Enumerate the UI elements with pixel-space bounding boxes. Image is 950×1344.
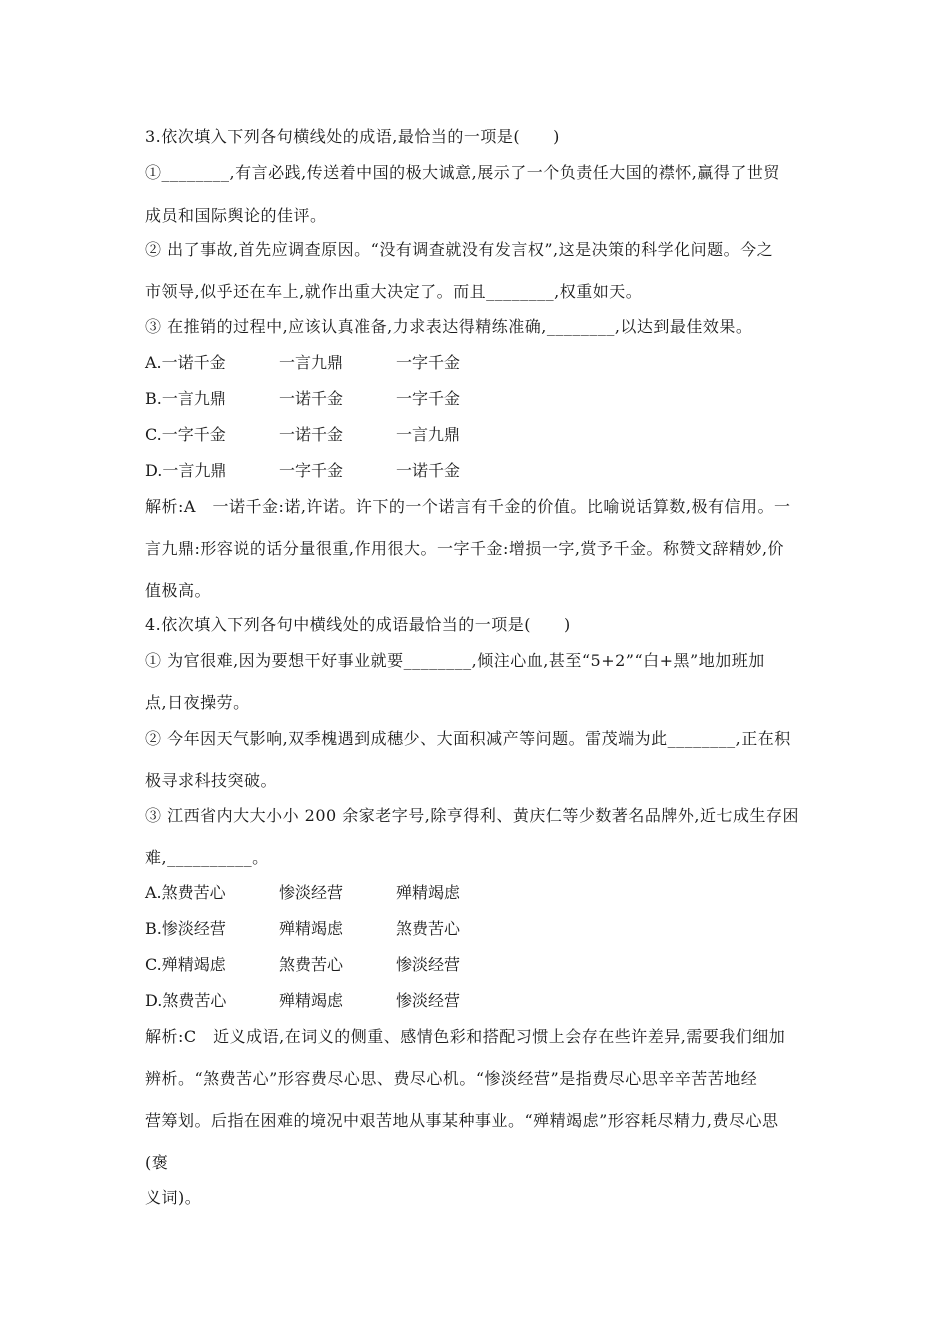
q3-sentence-1: ①________,有言必践,传送着中国的极大诚意,展示了一个负责任大国的襟怀,赢得了世贸	[145, 163, 780, 182]
q4-sentence-1: ① 为官很难,因为要想干好事业就要________,倾注心血,甚至“5+2”“白+黑”地加班加	[145, 651, 765, 670]
q4-explanation-1: 解析:C 近义成语,在词义的侧重、感情色彩和搭配习惯上会存在些许差异,需要我们细加	[145, 1027, 786, 1046]
q3-sentence-2: ② 出了事故,首先应调查原因。“没有调查就没有发言权”,这是决策的科学化问题。今之	[145, 240, 774, 259]
option-word: 殚精竭虑	[279, 919, 344, 938]
q4-explanation-5: 义词)。	[145, 1188, 202, 1207]
option-word: 一字千金	[279, 461, 344, 480]
option-word: 一诺千金	[396, 461, 461, 480]
option-word: 煞费苦心	[396, 919, 461, 938]
option-word: A.煞费苦心	[145, 883, 226, 902]
option-word: B.一言九鼎	[145, 389, 226, 408]
option-word: 一字千金	[396, 353, 461, 372]
option-word: 惨淡经营	[396, 955, 461, 974]
q3-explanation-2: 言九鼎:形容说的话分量很重,作用很大。一字千金:增损一字,赏予千金。称赞文辞精妙,价	[145, 539, 785, 558]
q3-sentence-2-cont: 市领导,似乎还在车上,就作出重大决定了。而且________,权重如天。	[145, 282, 643, 301]
option-word: A.一诺千金	[145, 353, 226, 372]
question-4-stem: 4.依次填入下列各句中横线处的成语最恰当的一项是( )	[145, 615, 571, 634]
option-word: D.一言九鼎	[145, 461, 227, 480]
option-word: B.惨淡经营	[145, 919, 226, 938]
q4-sentence-2: ② 今年因天气影响,双季槐遇到成穗少、大面积减产等问题。雷茂端为此________,正在积	[145, 729, 791, 748]
q4-explanation-3: 营筹划。后指在困难的境况中艰苦地从事某种事业。“殚精竭虑”形容耗尽精力,费尽心思	[145, 1111, 779, 1130]
q4-explanation-2: 辨析。“煞费苦心”形容费尽心思、费尽心机。“惨淡经营”是指费尽心思辛辛苦苦地经	[145, 1069, 758, 1088]
q3-explanation-1: 解析:A 一诺千金:诺,许诺。许下的一个诺言有千金的价值。比喻说话算数,极有信用。一	[145, 497, 791, 516]
q3-sentence-1-cont: 成员和国际舆论的佳评。	[145, 206, 327, 225]
question-3-stem: 3.依次填入下列各句横线处的成语,最恰当的一项是( )	[145, 127, 560, 146]
option-word: D.煞费苦心	[145, 991, 227, 1010]
q4-sentence-3: ③ 江西省内大大小小 200 余家老字号,除亨得利、黄庆仁等少数著名品牌外,近七成生存困	[145, 806, 799, 825]
option-word: 殚精竭虑	[279, 991, 344, 1010]
q4-sentence-3-cont: 难,__________。	[145, 848, 269, 867]
option-word: 惨淡经营	[279, 883, 344, 902]
q3-explanation-3: 值极高。	[145, 581, 212, 600]
option-word: 一字千金	[396, 389, 461, 408]
option-word: C.殚精竭虑	[145, 955, 226, 974]
option-word: 煞费苦心	[279, 955, 344, 974]
q4-explanation-4: (褒	[145, 1153, 169, 1172]
option-word: 一诺千金	[279, 425, 344, 444]
option-word: 惨淡经营	[396, 991, 461, 1010]
q4-sentence-1-cont: 点,日夜操劳。	[145, 693, 250, 712]
option-word: C.一字千金	[145, 425, 226, 444]
option-word: 殚精竭虑	[396, 883, 461, 902]
q3-sentence-3: ③ 在推销的过程中,应该认真准备,力求表达得精练准确,________,以达到最佳效果。	[145, 317, 753, 336]
option-word: 一言九鼎	[279, 353, 344, 372]
option-word: 一诺千金	[279, 389, 344, 408]
q4-sentence-2-cont: 极寻求科技突破。	[145, 771, 278, 790]
option-word: 一言九鼎	[396, 425, 461, 444]
